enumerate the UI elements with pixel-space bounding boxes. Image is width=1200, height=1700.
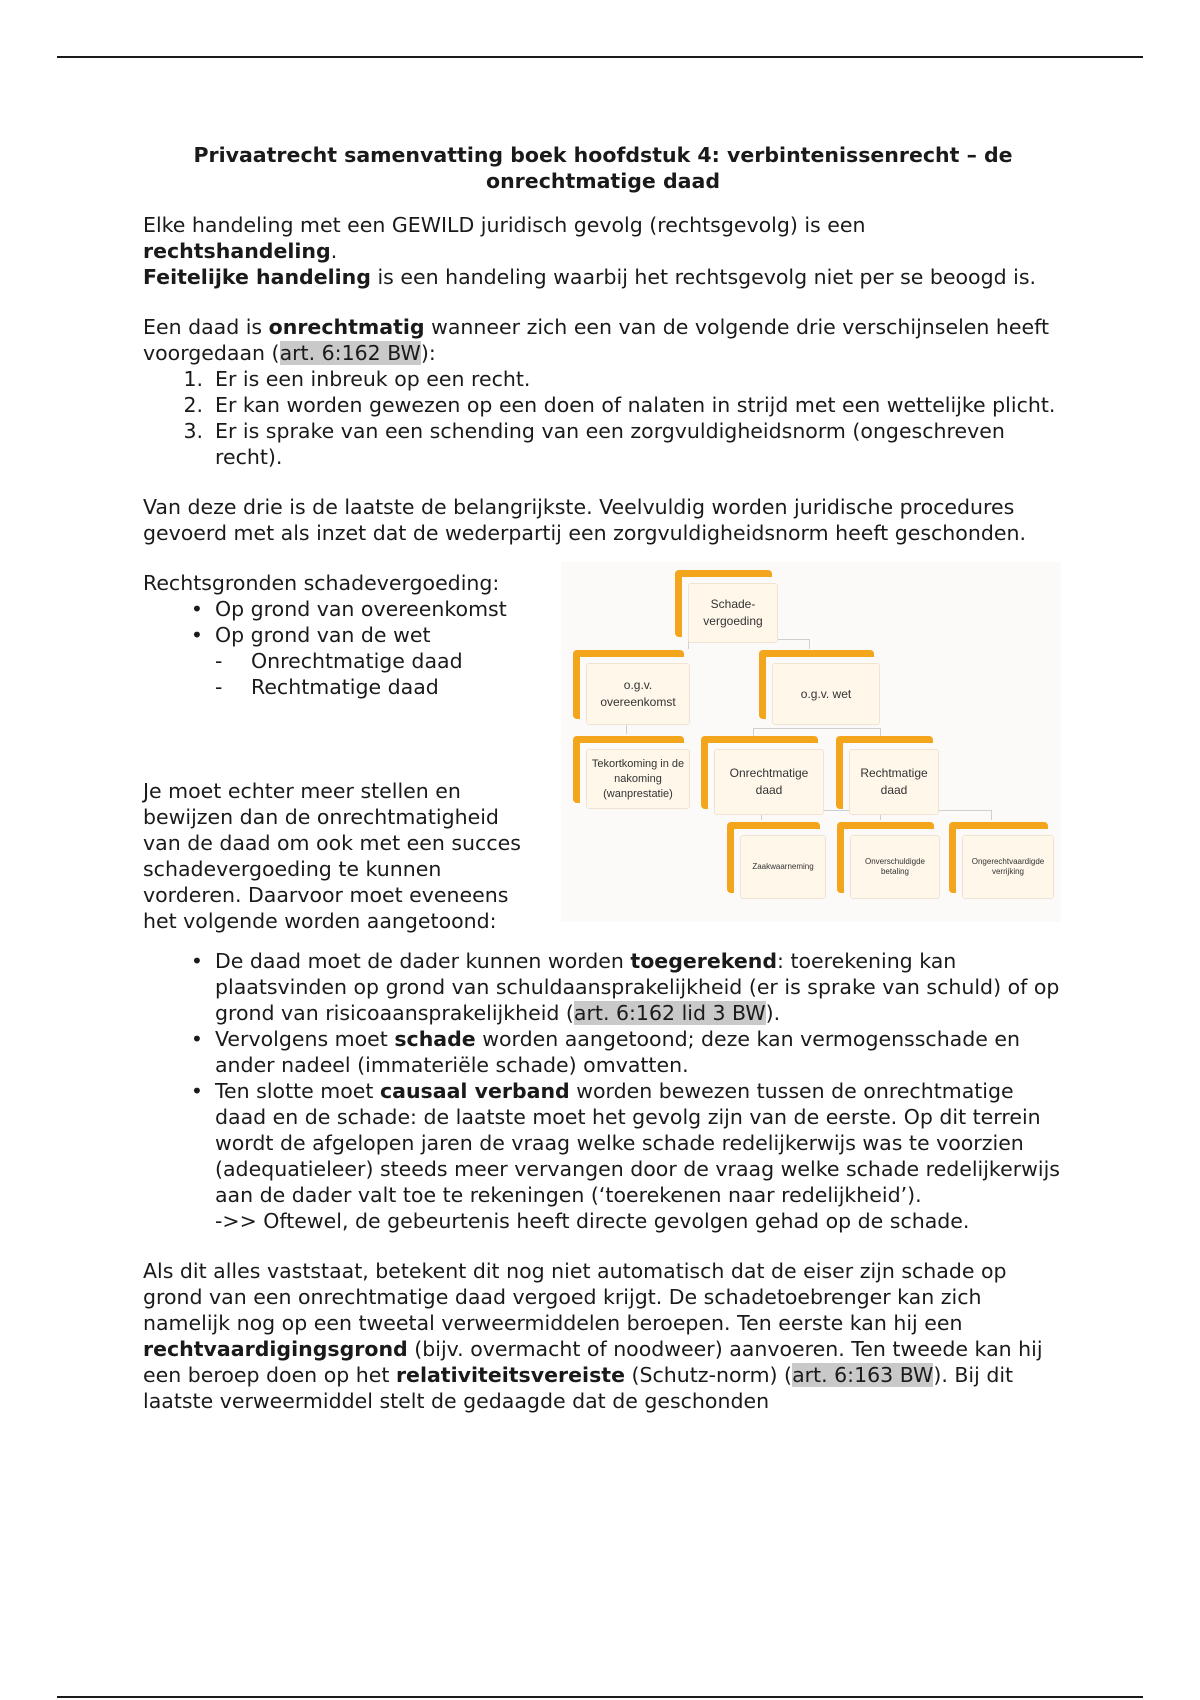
schadevergoeding-section	[143, 570, 1063, 948]
diagram-node-wet	[759, 650, 874, 719]
paragraph-rechtshandeling	[143, 212, 1063, 264]
numbered-list	[143, 366, 1063, 470]
list-item	[143, 948, 1063, 1026]
term-relativiteitsvereiste: relativiteitsvereiste	[395, 1363, 625, 1387]
article-reference: art. 6:162 lid 3 BW	[573, 1001, 766, 1025]
diagram-node-onrechtmatige	[701, 736, 818, 809]
text: ):	[420, 341, 436, 365]
schadevergoeding-diagram	[561, 562, 1061, 922]
list-text: Onrechtmatige daad	[251, 649, 463, 673]
list-text: Op grond van de wet	[215, 623, 431, 647]
page-title: Privaatrecht samenvatting boek hoofdstuk 4: verbintenissenrecht – de onrechtmatige daad	[193, 143, 1013, 193]
bullet: •	[190, 949, 203, 973]
node-label: Tekortkoming in de nakoming (wanprestatie)	[586, 749, 690, 809]
text: Een daad is	[143, 315, 269, 339]
paragraph-verweermiddelen: Als dit alles vaststaat, betekent dit nog niet automatisch dat de eiser zijn schade op grond van een onrechtmatige daad vergoed krijgt. De schadetoebrenger kan zich namelijk nog op een tweetal verweermiddelen beroepen. Ten eerste kan hij een rechtvaardigingsgrond (bijv. overmacht of noodweer) aanvoeren. Ten tweede kan hij een beroep doen op het relativiteitsvereiste (Schutz-norm) (art. 6:163 BW). Bij dit laatste verweermiddel stelt de gedaagde dat de geschonden	[143, 1259, 1043, 1413]
term-feitelijke-handeling: Feitelijke handeling	[143, 265, 371, 289]
sub-list-item	[143, 674, 543, 700]
node-label: Rechtmatige daad	[849, 749, 939, 815]
node-label: o.g.v. overeenkomst	[586, 663, 690, 725]
node-label: Zaakwaarneming	[740, 835, 826, 899]
node-label: Onrechtmatige daad	[714, 749, 824, 815]
connector	[809, 639, 810, 649]
article-reference: art. 6:162 BW	[279, 341, 421, 365]
text: .	[330, 239, 338, 263]
header-rule	[57, 56, 1143, 58]
dash: -	[215, 649, 223, 673]
oftewel-note: ->> Oftewel, de gebeurtenis heeft directe gevolgen gehad op de schade.	[215, 1209, 970, 1233]
list-text: De daad moet de dader kunnen worden toegerekend: toerekening kan plaatsvinden op grond van schuldaansprakelijkheid (er is sprake van schuld) of op grond van risicoaansprakelijkheid (art. 6:162 lid 3 BW).	[215, 949, 1060, 1025]
list-item	[143, 1078, 1063, 1208]
bullet: •	[190, 1027, 203, 1051]
list-number: 3.	[183, 419, 203, 443]
list-text: Ten slotte moet causaal verband worden bewezen tussen de onrechtmatige daad en de schade: de laatste moet het gevolg zijn van de eerste. Op dit terrein wordt de afgelopen jaren de vraag welke schade redelijkerwijs was te voorzien (adequatieleer) steeds meer vervangen door de vraag welke schade redelijkerwijs aan de dader valt toe te rekeningen (‘toerekenen naar redelijkheid’).	[215, 1079, 1060, 1207]
list-item	[143, 622, 543, 648]
term-causaal-verband: causaal verband	[379, 1079, 570, 1103]
paragraph-feitelijke-handeling	[143, 264, 1063, 290]
diagram-node-zaakwaarneming	[727, 822, 820, 893]
diagram-node-overeenkomst	[573, 650, 684, 719]
node-label: o.g.v. wet	[772, 663, 880, 725]
article-reference: art. 6:163 BW	[792, 1363, 934, 1387]
text: wanneer zich een van de volgende drie verschijnselen heeft voorgedaan (	[143, 315, 1050, 365]
paragraph-onrechtmatig	[143, 314, 1063, 366]
term-rechtshandeling: rechtshandeling	[143, 239, 331, 263]
diagram-node-root	[675, 570, 772, 637]
list-text: Op grond van overeenkomst	[215, 597, 507, 621]
term-rechtvaardigingsgrond: rechtvaardigingsgrond	[143, 1337, 408, 1361]
diagram-node-rechtmatige	[836, 736, 933, 809]
left-column	[143, 570, 543, 934]
term-toegerekend: toegerekend	[630, 949, 778, 973]
dash: -	[215, 675, 223, 699]
list-item	[143, 392, 1063, 418]
paragraph-belangrijkste: Van deze drie is de laatste de belangrijkste. Veelvuldig worden juridische procedures gevoerd met als inzet dat de wederpartij een zorgvuldigheidsnorm heeft geschonden.	[143, 495, 1026, 545]
bullet: •	[190, 1079, 203, 1103]
text: is een handeling waarbij het rechtsgevolg niet per se beoogd is.	[370, 265, 1037, 289]
term-schade: schade	[394, 1027, 476, 1051]
list-item	[143, 418, 1063, 470]
list-text: Er is sprake van een schending van een zorgvuldigheidsnorm (ongeschreven recht).	[215, 419, 1005, 469]
list-text: Rechtmatige daad	[251, 675, 439, 699]
rechtsgronden-heading: Rechtsgronden schadevergoeding:	[143, 571, 500, 595]
connector	[753, 728, 754, 736]
list-number: 1.	[183, 367, 203, 391]
paragraph-stellen: Je moet echter meer stellen en bewijzen dan de onrechtmatigheid van de daad om ook met een succes schadevergoeding te kunnen vorderen. Daarvoor moet eveneens het volgende worden aangetoond:	[143, 779, 521, 933]
diagram-node-ongerechtvaardigde	[949, 822, 1048, 893]
bullet: •	[190, 597, 203, 621]
list-item	[143, 1026, 1063, 1078]
diagram-node-tekortkoming	[573, 736, 684, 803]
node-label: Ongerechtvaardigde verrijking	[962, 835, 1054, 899]
connector	[753, 728, 881, 729]
connector	[991, 810, 992, 820]
connector	[880, 728, 881, 736]
term-onrechtmatig: onrechtmatig	[268, 315, 425, 339]
document-page	[143, 142, 1063, 1414]
list-text: Er is een inbreuk op een recht.	[215, 367, 531, 391]
list-item	[143, 596, 543, 622]
list-text: Er kan worden gewezen op een doen of nalaten in strijd met een wettelijke plicht.	[215, 393, 1056, 417]
footer-rule	[57, 1696, 1143, 1698]
list-item	[143, 366, 1063, 392]
text: Elke handeling met een GEWILD juridisch gevolg (rechtsgevolg) is een	[143, 213, 866, 237]
node-label: Onverschuldigde betaling	[850, 835, 940, 899]
list-text: Vervolgens moet schade worden aangetoond; deze kan vermogensschade en ander nadeel (immateriële schade) omvatten.	[215, 1027, 1020, 1077]
list-number: 2.	[183, 393, 203, 417]
bullet: •	[190, 623, 203, 647]
diagram-node-onverschuldigde	[837, 822, 934, 893]
sub-list-item	[143, 648, 543, 674]
node-label: Schade-vergoeding	[688, 583, 778, 643]
requirements-list	[143, 948, 1063, 1234]
